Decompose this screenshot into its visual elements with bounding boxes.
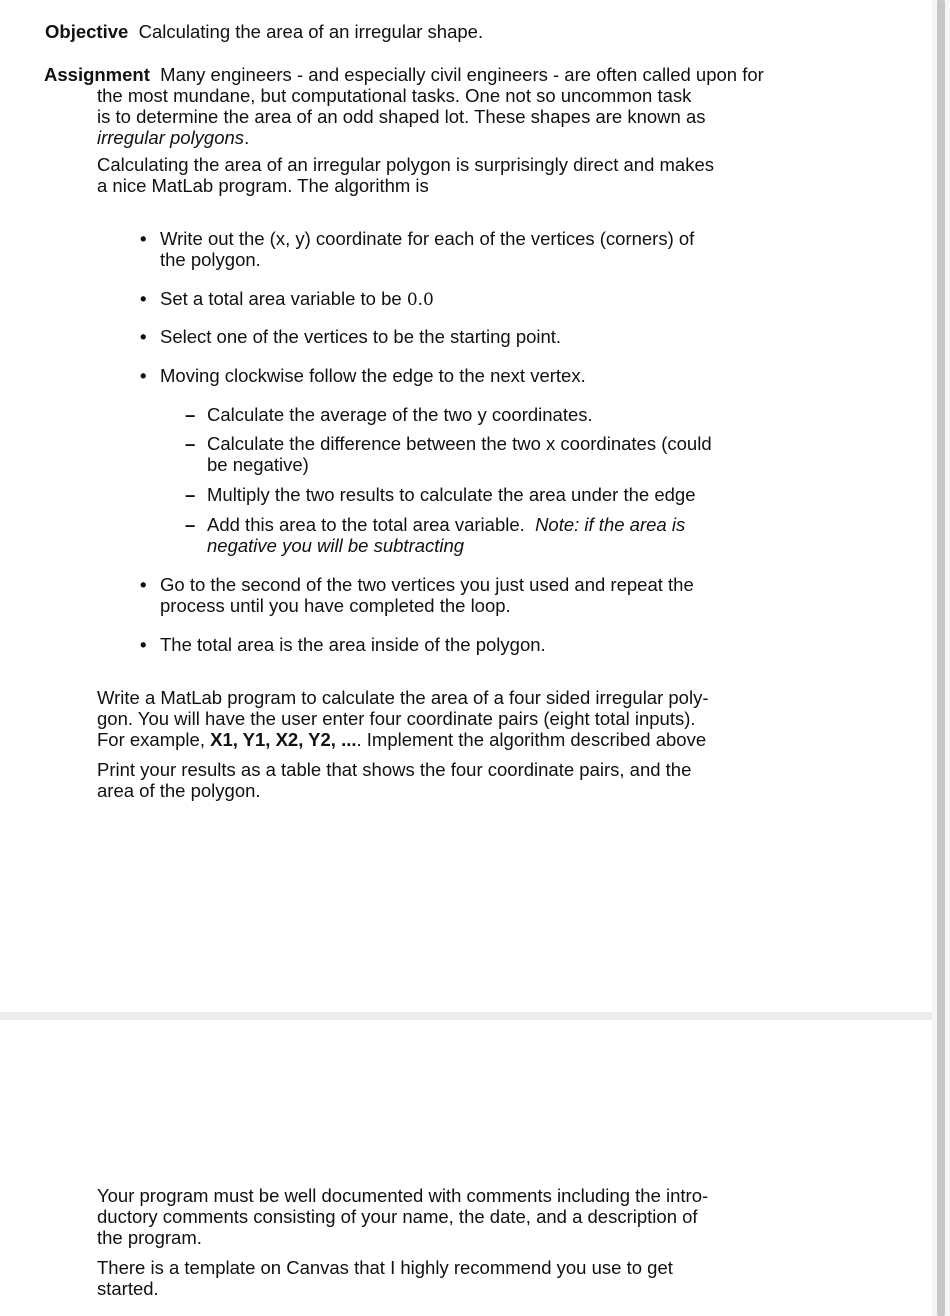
substep3: Multiply the two results to calculate the area under the edge <box>207 484 696 505</box>
irregular-polygons-term: irregular polygons <box>97 127 245 148</box>
bullet-icon: • <box>140 574 147 595</box>
step5-line2: process until you have completed the loop. <box>160 595 511 616</box>
documentation-line2: ductory comments consisting of your name, the date, and a description of <box>97 1206 698 1227</box>
step6: The total area is the area inside of the polygon. <box>160 634 546 655</box>
step1-line2: the polygon. <box>160 249 261 270</box>
scrollbar-thumb[interactable] <box>937 0 945 1316</box>
step2-text: Set a total area variable to be <box>160 288 402 309</box>
bullet-icon: • <box>140 228 147 249</box>
substep4-note-line2: negative you will be subtracting <box>207 535 465 556</box>
vertical-scrollbar[interactable] <box>932 0 950 1316</box>
objective-text: Calculating the area of an irregular shape. <box>138 21 484 42</box>
bullet-icon: • <box>140 326 147 347</box>
step4: Moving clockwise follow the edge to the next vertex. <box>160 365 586 386</box>
substep2-line1: Calculate the difference between the two x coordinates (could <box>207 433 712 454</box>
objective-line <box>45 21 483 42</box>
step3: Select one of the vertices to be the starting point. <box>160 326 562 347</box>
step5-line1: Go to the second of the two vertices you just used and repeat the <box>160 574 694 595</box>
documentation-line3: the program. <box>97 1227 202 1248</box>
assignment-p1-line1: Many engineers - and especially civil engineers - are often called upon for <box>160 64 764 85</box>
assignment-line-1 <box>44 64 764 85</box>
input-order-example: X1, Y1, X2, Y2, ... <box>210 729 357 750</box>
assignment-label: Assignment <box>44 64 150 85</box>
document-page-2 <box>0 1020 932 1316</box>
objective-label: Objective <box>45 21 129 42</box>
bullet-icon: • <box>140 288 147 309</box>
dash-icon: – <box>185 433 196 454</box>
substep4-note: Note: if the area is <box>535 514 686 535</box>
substep1: Calculate the average of the two y coordinates. <box>207 404 593 425</box>
assignment-p1-line4 <box>97 127 249 148</box>
dash-icon: – <box>185 514 196 535</box>
page-separator <box>0 1012 950 1020</box>
assignment-p1-line2: the most mundane, but computational tasks. One not so uncommon task <box>97 85 692 106</box>
dash-icon: – <box>185 404 196 425</box>
task-line3-end: . Implement the algorithm described above <box>356 729 707 750</box>
assignment-p1-line4-end: . <box>244 127 250 148</box>
bullet-icon: • <box>140 634 147 655</box>
template-line1: There is a template on Canvas that I highly recommend you use to get <box>97 1257 673 1278</box>
task-line2: gon. You will have the user enter four coordinate pairs (eight total inputs). <box>97 708 696 729</box>
substep4-text: Add this area to the total area variable. <box>207 514 525 535</box>
substep2-line2: be negative) <box>207 454 309 475</box>
print-line2: area of the polygon. <box>97 780 261 801</box>
documentation-line1: Your program must be well documented with comments including the intro- <box>97 1185 709 1206</box>
assignment-p2-line2: a nice MatLab program. The algorithm is <box>97 175 429 196</box>
substep4-line1 <box>207 514 685 535</box>
task-line1: Write a MatLab program to calculate the area of a four sided irregular poly- <box>97 687 709 708</box>
bullet-icon: • <box>140 365 147 386</box>
dash-icon: – <box>185 484 196 505</box>
step2-value: 0.0 <box>406 290 434 310</box>
step1-line1: Write out the (x, y) coordinate for each of the vertices (corners) of <box>160 228 695 249</box>
print-line1: Print your results as a table that shows the four coordinate pairs, and the <box>97 759 692 780</box>
assignment-p1-line3: is to determine the area of an odd shaped lot. These shapes are known as <box>97 106 706 127</box>
task-line3-start: For example, <box>97 729 205 750</box>
template-line2: started. <box>97 1278 159 1299</box>
step2 <box>160 288 434 311</box>
task-line3 <box>97 729 706 750</box>
assignment-p2-line1: Calculating the area of an irregular polygon is surprisingly direct and makes <box>97 154 714 175</box>
